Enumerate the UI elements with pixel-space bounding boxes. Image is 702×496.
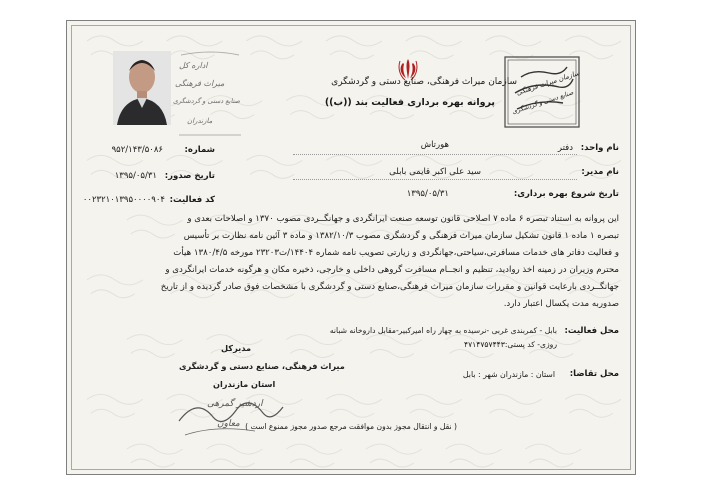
- stamp-line-3: صنایع دستی و گردشگری: [173, 97, 241, 105]
- body-line: جهانگــردی بارعایت قوانین و مقررات سازمان میراث فرهنگی،صنایع دستی و گردشگری با مشخصات فوق صادر گردیده و از تاریخ: [160, 282, 619, 292]
- footer-note: ( نقل و انتقال مجوز بدون موافقت مرجع صدور مجوز ممنوع است ): [245, 422, 457, 431]
- logo-text-2: صنایع دستی و گردشگری: [511, 89, 575, 116]
- logo-text-1: سازمان میراث فرهنگی: [515, 69, 581, 97]
- activity-code-label: کد فعالیت:: [169, 195, 215, 205]
- handwritten-signature: [171, 391, 291, 441]
- activity-address-line-2: روزی- کد پستی:۴۷۱۴۷۵۷۴۴۳: [464, 340, 557, 349]
- provincial-stamp: [171, 47, 249, 139]
- body-line: تبصره ۱ ماده ۱ قانون تشکیل سازمان میراث فرهنگی و گردشگری مصوب ۱۳۸۲/۱۰/۳ و ماده ۳ آئین نامه نظارت بر تأسیس: [183, 231, 619, 241]
- body-line: محترم وزیران در زمینه اخذ روادید، تنظیم و انجــام مسافرت گروهی داخلی و خارجی، ذخیره مکان و هرگونه خدمات ایرانگردی و: [165, 265, 619, 275]
- applicant-location-value: استان : مازندران شهر : بابل: [462, 370, 555, 379]
- signature-province: استان مازندران: [213, 379, 276, 389]
- issue-date-value: ۱۳۹۵/۰۵/۳۱: [114, 171, 157, 181]
- number-value: ۹۵۲/۱۴۳/۵۰۸۶: [111, 145, 163, 155]
- issue-date-label: تاریخ صدور:: [164, 171, 215, 181]
- body-line: صدوربه مدت یکسال اعتبار دارد.: [503, 299, 619, 309]
- number-label: شماره:: [184, 145, 215, 155]
- start-date-label: تاریخ شروع بهره برداری:: [513, 189, 619, 199]
- unit-name-extra: هورتاش: [420, 140, 449, 150]
- stamp-line-2: میراث فرهنگی: [175, 79, 225, 88]
- signature-org: میراث فرهنگی، صنایع دستی و گردشگری: [179, 361, 345, 371]
- manager-label: نام مدیر:: [581, 167, 619, 177]
- start-date-value: ۱۳۹۵/۰۵/۳۱: [406, 189, 449, 199]
- activity-location-label: محل فعالیت:: [564, 326, 619, 336]
- unit-name-value: دفتر: [557, 143, 573, 153]
- body-line: و فعالیت دفاتر های خدمات مسافرتی،سیاحتی،جهانگردی و زیارتی تصویب نامه شماره ۱۴۴۰۴/ت۲۳۲۰۳ مورخه ۱۳۸۰/۴/۵ هیأت: [173, 248, 619, 258]
- holder-photo: [113, 51, 171, 125]
- organization-logo: [499, 53, 587, 131]
- unit-name-label: نام واحد:: [580, 143, 619, 153]
- document-title: پروانه بهره برداری فعالیت بند ((ب)): [324, 97, 495, 108]
- activity-code-value: ۰۰۲۳۲۱۰۱۳۹۵۰۰۰۰۹۰۴: [82, 195, 165, 205]
- activity-address-line-1: بابل - کمربندی غربی -نرسیده به چهار راه امیرکبیر-مقابل داروخانه شبانه: [329, 326, 557, 335]
- manager-dots: [293, 179, 577, 180]
- signature-deputy: معاون: [217, 419, 240, 429]
- signature-name: اردشیر گمرهی: [207, 399, 263, 409]
- manager-value: سید علی اکبر قایمی بابلی: [389, 167, 481, 177]
- signature-title: مدیرکل: [221, 343, 252, 353]
- applicant-location-label: محل تقاضا:: [569, 369, 619, 379]
- body-line: این پروانه به استناد تبصره ۶ ماده ۷ اصلاحی قانون توسعه صنعت ایرانگردی و جهانگــردی مصوب ۱۳۷۰ و اصلاحات بعدی و: [187, 214, 619, 224]
- stamp-line-4: مازندران: [187, 117, 213, 125]
- organization-name: سازمان میراث فرهنگی، صنایع دستی و گردشگری: [331, 77, 517, 87]
- unit-name-dots: [293, 154, 577, 155]
- stamp-line-1: اداره کل: [179, 61, 208, 70]
- certificate: [66, 20, 636, 475]
